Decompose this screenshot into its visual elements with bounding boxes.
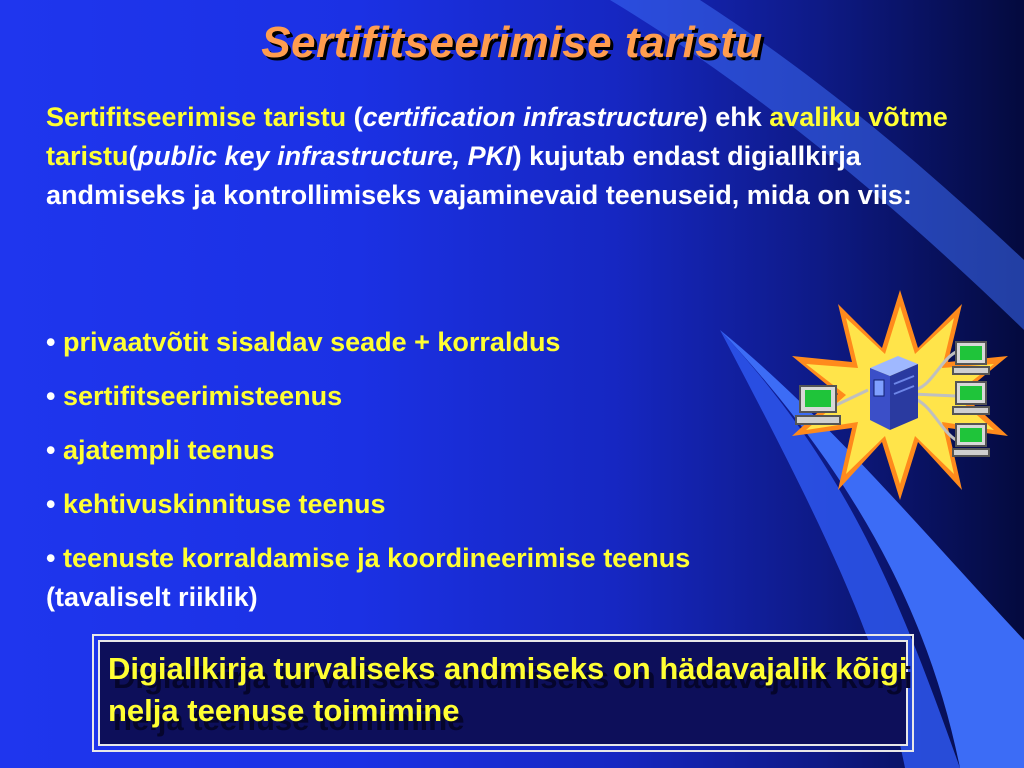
term2-estonian: avaliku võtme taristu [46, 102, 948, 171]
callout-text: Digiallkirja turvaliseks andmiseks on hädavajalik kõigi nelja teenuse toimimine [108, 651, 908, 728]
term2-english: public key infrastructure, PKI [137, 141, 513, 171]
intro-paragraph: Sertifitseerimise taristu (certification infrastructure) ehk avaliku võtme taristu(public key infrastructure, PKI) kujutab endast digiallkirja andmiseks ja kontrollimiseks vajaminevaid teenuseid, mida on viis: [46, 102, 948, 210]
workstation-icon [953, 382, 989, 414]
intro-rest: ) kujutab endast digiallkirja andmiseks ja kontrollimiseks vajaminevaid teenuseid, mida on viis: [46, 141, 912, 210]
server-tower-icon [870, 356, 918, 430]
workstation-icon [953, 342, 989, 374]
workstation-icon [796, 386, 840, 424]
list-item: • ajatempli teenus [46, 435, 275, 465]
list-item: • kehtivuskinnituse teenus [46, 489, 386, 519]
list-item: • sertifitseerimisteenus [46, 381, 343, 411]
network-clipart [790, 290, 1010, 500]
workstation-icon [953, 424, 989, 456]
list-item: • teenuste korraldamise ja koordineerimise teenus (tavaliselt riiklik) [46, 543, 691, 612]
list-item: • privaatvõtit sisaldav seade + korraldus [46, 327, 561, 357]
slide-title: Sertifitseerimise taristu [261, 18, 763, 67]
term-estonian: Sertifitseerimise taristu [46, 102, 347, 132]
term-english: certification infrastructure [362, 102, 699, 132]
list-item-note: (tavaliselt riiklik) [46, 582, 258, 612]
